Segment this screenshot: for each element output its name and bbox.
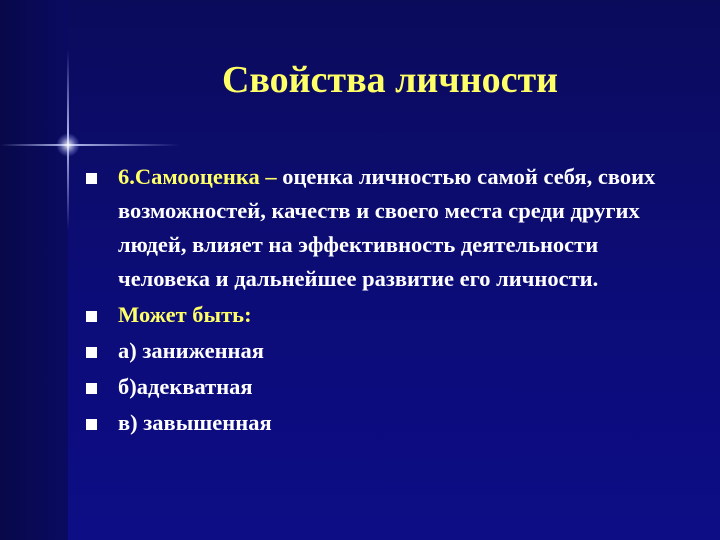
bullet-item-option-a: [82, 334, 692, 368]
option-text: а) заниженная: [118, 338, 264, 363]
definition-body: оценка личностью самой себя, своих возможностей, качеств и своего места среди других людей, влияет на эффективность деятельности человека и дальнейшее развитие его личности.: [118, 164, 656, 291]
bullet-item-definition: [82, 160, 692, 296]
bullet-item-may-be: [82, 298, 692, 332]
bullet-list: [82, 160, 692, 442]
may-be-label: Может быть:: [118, 302, 252, 327]
definition-text: [118, 160, 692, 296]
option-text: в) завышенная: [118, 410, 272, 435]
definition-dash: –: [259, 164, 283, 189]
definition-term: 6.Самооценка: [118, 164, 260, 189]
bullet-item-option-c: [82, 406, 692, 440]
light-flare-horizontal: [0, 144, 180, 146]
square-bullet-icon: [86, 311, 97, 322]
square-bullet-icon: [86, 419, 97, 430]
slide-title: Свойства личности: [221, 59, 559, 101]
light-flare-icon: [56, 133, 80, 157]
bullet-item-option-b: [82, 370, 692, 404]
square-bullet-icon: [86, 347, 97, 358]
square-bullet-icon: [86, 383, 97, 394]
option-text: б)адекватная: [118, 374, 253, 399]
square-bullet-icon: [86, 173, 97, 184]
